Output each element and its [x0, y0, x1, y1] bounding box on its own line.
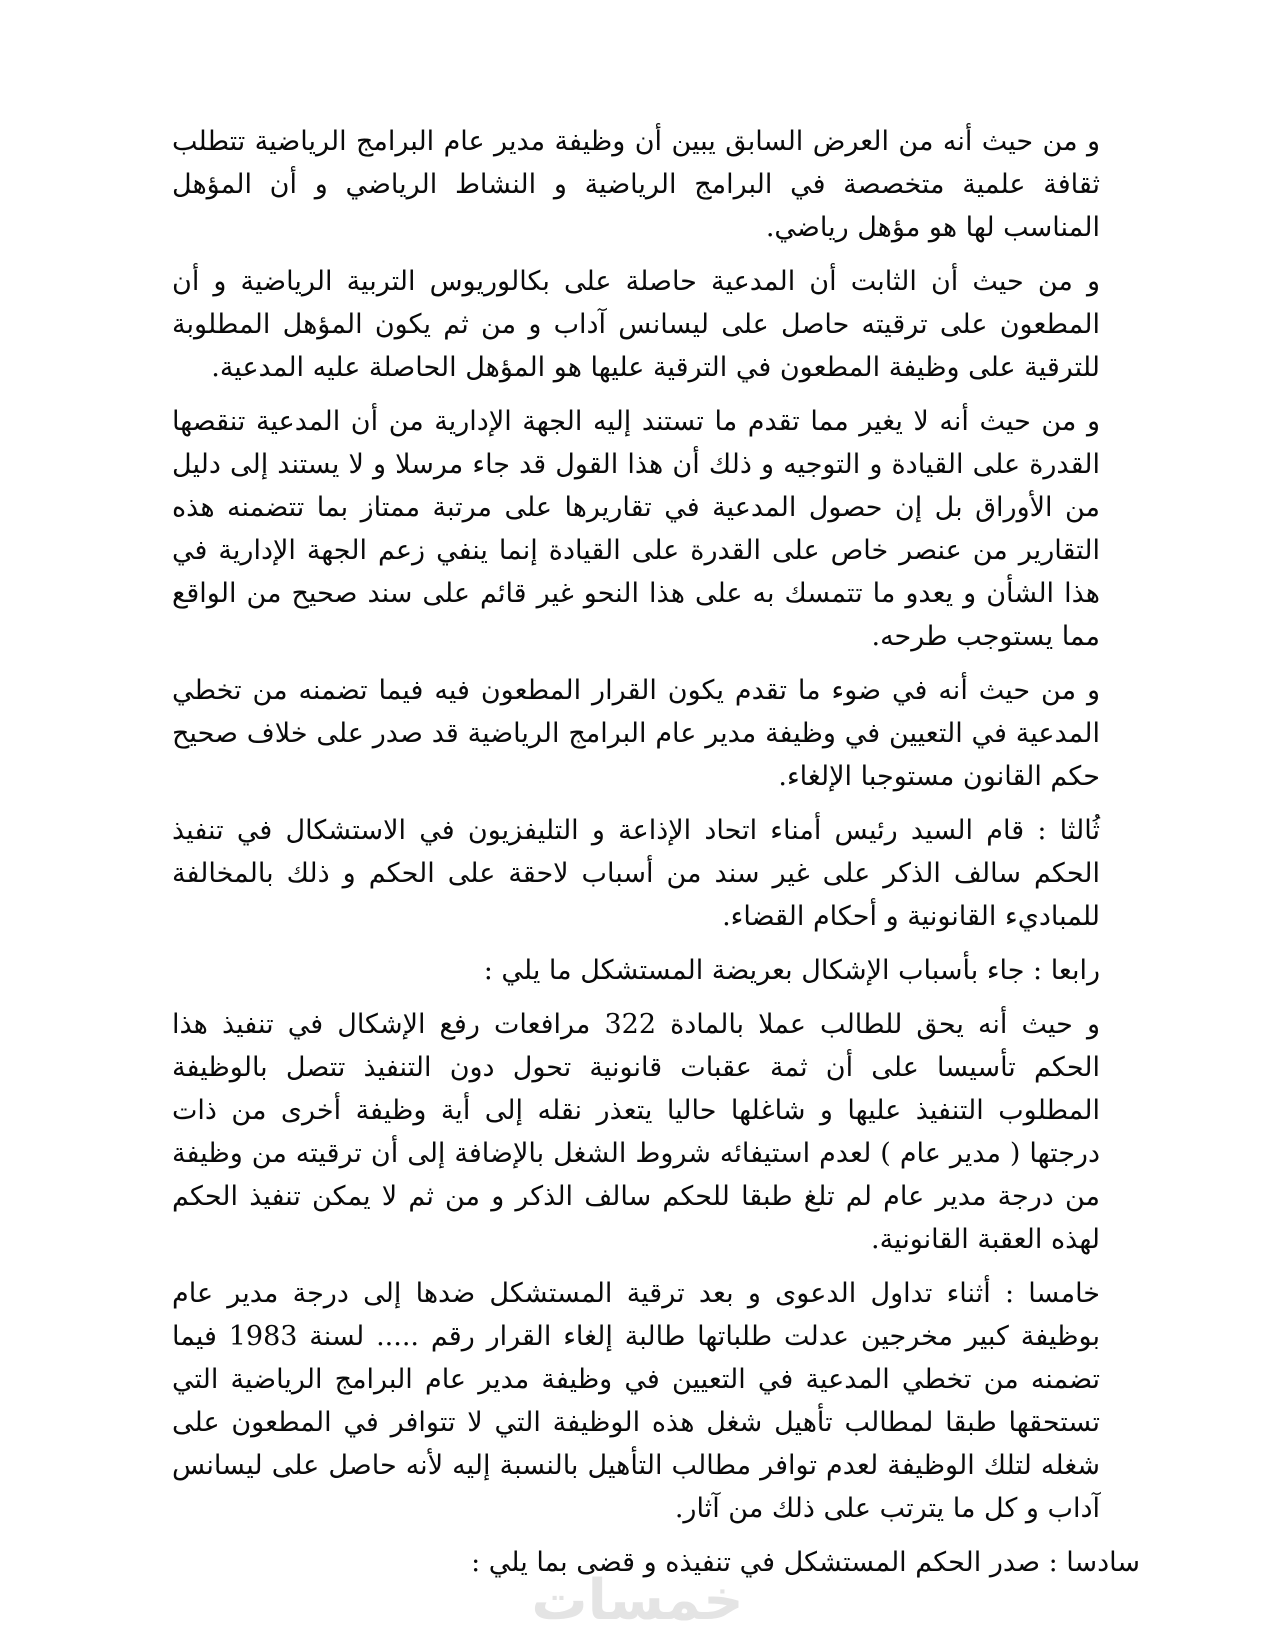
paragraph-haythu-madda-322: و حيث أنه يحق للطالب عملا بالمادة 322 مرافعات رفع الإشكال في تنفيذ هذا الحكم تأسيسا على أن ثمة عقبات قانونية تحول دون التنفيذ تتصل بالوظيفة المطلوب التنفيذ عليها و شاغلها حاليا يتعذر نقله إلى أية وظيفة أخرى من ذات درجتها ( مدير عام ) لعدم استيفائه شروط الشغل بالإضافة إلى أن ترقيته من وظيفة من درجة مدير عام لم تلغ طبقا للحكم سالف الذكر و من ثم لا يمكن تنفيذ الحكم لهذه العقبة القانونية.	[172, 1009, 1100, 1255]
paragraph-haythu-3: و من حيث أنه لا يغير مما تقدم ما تستند إليه الجهة الإدارية من أن المدعية تنقصها القدرة على القيادة و التوجيه و ذلك أن هذا القول قد جاء مرسلا و لا يستند إلى دليل من الأوراق بل إن حصول المدعية في تقاريرها على مرتبة ممتاز بما تتضمنه هذه التقارير من عنصر خاص على القدرة على القيادة إنما ينفي زعم الجهة الإدارية في هذا الشأن و يعدو ما تتمسك به على هذا النحو غير قائم على سند صحيح من الواقع مما يستوجب طرحه.	[172, 406, 1100, 652]
paragraph-thalithan: ثُالثا : قام السيد رئيس أمناء اتحاد الإذاعة و التليفزيون في الاستشكال في تنفيذ الحكم سالف الذكر على غير سند من أسباب لاحقة على الحكم و ذلك بالمخالفة للمباديء القانونية و أحكام القضاء.	[172, 815, 1100, 932]
paragraph-haythu-4: و من حيث أنه في ضوء ما تقدم يكون القرار المطعون فيه فيما تضمنه من تخطي المدعية في التعيين في وظيفة مدير عام البرامج الرياضية قد صدر على خلاف صحيح حكم القانون مستوجبا الإلغاء.	[172, 675, 1100, 792]
paragraph-haythu-1: و من حيث أنه من العرض السابق يبين أن وظيفة مدير عام البرامج الرياضية تتطلب ثقافة علمية متخصصة في البرامج الرياضية و النشاط الرياضي و أن المؤهل المناسب لها هو مؤهل رياضي.	[172, 126, 1100, 243]
paragraph-haythu-2: و من حيث أن الثابت أن المدعية حاصلة على بكالوريوس التربية الرياضية و أن المطعون على ترقيته حاصل على ليسانس آداب و من ثم يكون المؤهل المطلوبة للترقية على وظيفة المطعون في الترقية عليها هو المؤهل الحاصلة عليه المدعية.	[172, 266, 1100, 383]
paragraph-khamisan: خامسا : أثناء تداول الدعوى و بعد ترقية المستشكل ضدها إلى درجة مدير عام بوظيفة كبير مخرجين عدلت طلباتها طالبة إلغاء القرار رقم ..... لسنة 1983 فيما تضمنه من تخطي المدعية في التعيين في وظيفة مدير عام البرامج الرياضية التي تستحقها طبقا لمطالب تأهيل شغل هذه الوظيفة التي لا تتوافر في المطعون على شغله لتلك الوظيفة لعدم توافر مطالب التأهيل بالنسبة إليه لأنه حاصل على ليسانس آداب و كل ما يترتب على ذلك من آثار.	[172, 1278, 1100, 1524]
paragraph-rabian: رابعا : جاء بأسباب الإشكال بعريضة المستشكل ما يلي :	[483, 955, 1100, 986]
paragraph-sadisan: سادسا : صدر الحكم المستشكل في تنفيذه و قضى بما يلي :	[471, 1547, 1140, 1578]
khamsat-watermark: خمسات	[531, 1568, 744, 1633]
document-body	[172, 120, 1140, 1595]
